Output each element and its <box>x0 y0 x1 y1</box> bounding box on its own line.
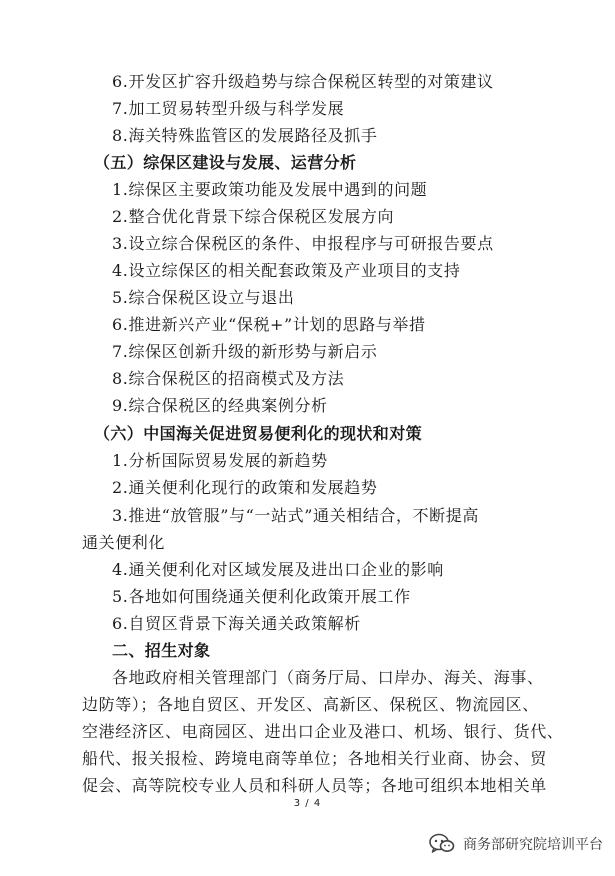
watermark <box>429 832 603 856</box>
section-heading-5: （五）综保区建设与发展、运营分析 <box>94 153 357 172</box>
list-item: 9.综合保税区的经典案例分析 <box>112 396 328 415</box>
list-item: 3.设立综合保税区的条件、申报程序与可研报告要点 <box>112 234 494 253</box>
list-item-continuation: 通关便利化 <box>82 533 166 552</box>
wechat-icon <box>429 833 455 855</box>
paragraph-line: 边防等）；各地自贸区、开发区、高新区、保税区、物流园区、 <box>82 695 539 714</box>
list-item: 7.综保区创新升级的新形势与新启示 <box>112 342 378 361</box>
list-item: 6.自贸区背景下海关通关政策解析 <box>112 614 361 633</box>
paragraph-line: 各地政府相关管理部门（商务厅局、口岸办、海关、海事、 <box>112 668 544 687</box>
list-item: 8.海关特殊监管区的发展路径及抓手 <box>112 126 378 145</box>
section-heading-6: （六）中国海关促进贸易便利化的现状和对策 <box>94 424 423 443</box>
list-item: 4.设立综保区的相关配套政策及产业项目的支持 <box>112 261 461 280</box>
list-item: 6.推进新兴产业“保税+”计划的思路与举措 <box>112 315 426 334</box>
list-item: 8.综合保税区的招商模式及方法 <box>112 369 345 388</box>
list-item: 5.综合保税区设立与退出 <box>112 288 295 307</box>
list-item: 2.整合优化背景下综合保税区发展方向 <box>112 207 395 226</box>
list-item: 7.加工贸易转型升级与科学发展 <box>112 99 345 118</box>
list-item: 5.各地如何围绕通关便利化政策开展工作 <box>112 587 411 606</box>
list-item: 3.推进“放管服”与“一站式”通关相结合，不断提高 <box>112 506 479 525</box>
paragraph-line: 船代、报关报检、跨境电商等单位；各地相关行业商、协会、贸 <box>82 749 547 768</box>
list-item: 1.综保区主要政策功能及发展中遇到的问题 <box>112 180 428 199</box>
page-number: 3 / 4 <box>293 798 322 809</box>
list-item: 4.通关便利化对区域发展及进出口企业的影响 <box>112 560 444 579</box>
list-item: 2.通关便利化现行的政策和发展趋势 <box>112 478 378 497</box>
list-item: 6.开发区扩容升级趋势与综合保税区转型的对策建议 <box>112 72 494 91</box>
paragraph-line: 促会、高等院校专业人员和科研人员等；各地可组织本地相关单 <box>82 776 547 795</box>
section-heading-2: 二、招生对象 <box>112 641 211 660</box>
watermark-text: 商务部研究院培训平台 <box>463 837 603 853</box>
paragraph-line: 空港经济区、电商园区、进出口企业及港口、机场、银行、货代、 <box>82 722 564 741</box>
list-item: 1.分析国际贸易发展的新趋势 <box>112 451 328 470</box>
